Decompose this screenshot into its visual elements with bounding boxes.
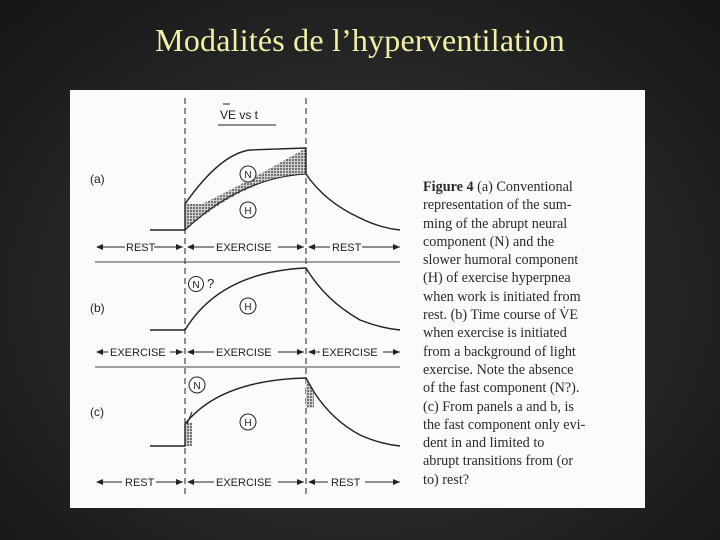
caption-line: abrupt transitions from (or — [423, 453, 574, 470]
caption-line: dent in and limited to — [423, 435, 545, 452]
caption-line: of the fast component (N?). — [423, 380, 580, 397]
panel-b-h-label: H — [244, 302, 252, 313]
panel-c-n-pointer — [187, 412, 192, 424]
caption-line: rest. (b) Time course of V̇E — [423, 307, 578, 324]
panel-c-n-label: N — [193, 381, 201, 392]
panel-c-onset-shaded-area — [185, 422, 192, 446]
caption-line: representation of the sum- — [423, 197, 572, 214]
caption-line-1 — [423, 178, 638, 196]
caption-line: when exercise is initiated — [423, 325, 567, 342]
panel-b-n-label: N — [192, 280, 200, 291]
panel-c-rest2-label: REST — [331, 477, 361, 489]
y-axis-label: VE vs t — [220, 108, 259, 122]
slide-title: Modalités de l’hyperventilation — [155, 22, 565, 58]
panel-c-h-label: H — [244, 418, 252, 429]
caption-line: (c) From panels a and b, is — [423, 398, 574, 415]
caption-line: from a background of light — [423, 343, 576, 360]
panel-c-offset-shaded-area — [306, 378, 314, 408]
panel-c-label: (c) — [90, 405, 104, 419]
caption-line: exercise. Note the absence — [423, 361, 574, 378]
panel-a-rest-label: REST — [126, 242, 156, 254]
caption-line: component (N) and the — [423, 233, 555, 250]
panel-b-ve-curve — [150, 268, 400, 330]
panel-b-label: (b) — [90, 301, 105, 315]
panel-b-question-mark: ? — [207, 276, 215, 291]
panel-a-rest2-label: REST — [332, 242, 362, 254]
panel-b-middle-label: EXERCISE — [216, 347, 272, 359]
caption-line: slower humoral component — [423, 252, 579, 269]
caption-first-line: (a) Conventional — [473, 179, 573, 195]
caption-line: to) rest? — [423, 471, 470, 488]
panel-a-n-label: N — [244, 170, 252, 181]
caption-figure-label: Figure 4 — [423, 179, 474, 195]
caption-line: when work is initiated from — [423, 288, 581, 305]
panel-c-rest-label: REST — [125, 477, 155, 489]
scanned-figure — [70, 90, 645, 508]
figure-caption — [423, 178, 638, 489]
panel-b-left-label: EXERCISE — [110, 347, 166, 359]
caption-line: ming of the abrupt neural — [423, 215, 568, 232]
panel-c-exercise-label: EXERCISE — [216, 477, 272, 489]
panel-b-right-label: EXERCISE — [322, 347, 378, 359]
caption-line: the fast component only evi- — [423, 416, 586, 433]
caption-line: (H) of exercise hyperpnea — [423, 270, 571, 287]
panel-a-h-label: H — [244, 206, 252, 217]
panel-a-label: (a) — [90, 172, 105, 186]
panel-a-exercise-label: EXERCISE — [216, 242, 272, 254]
